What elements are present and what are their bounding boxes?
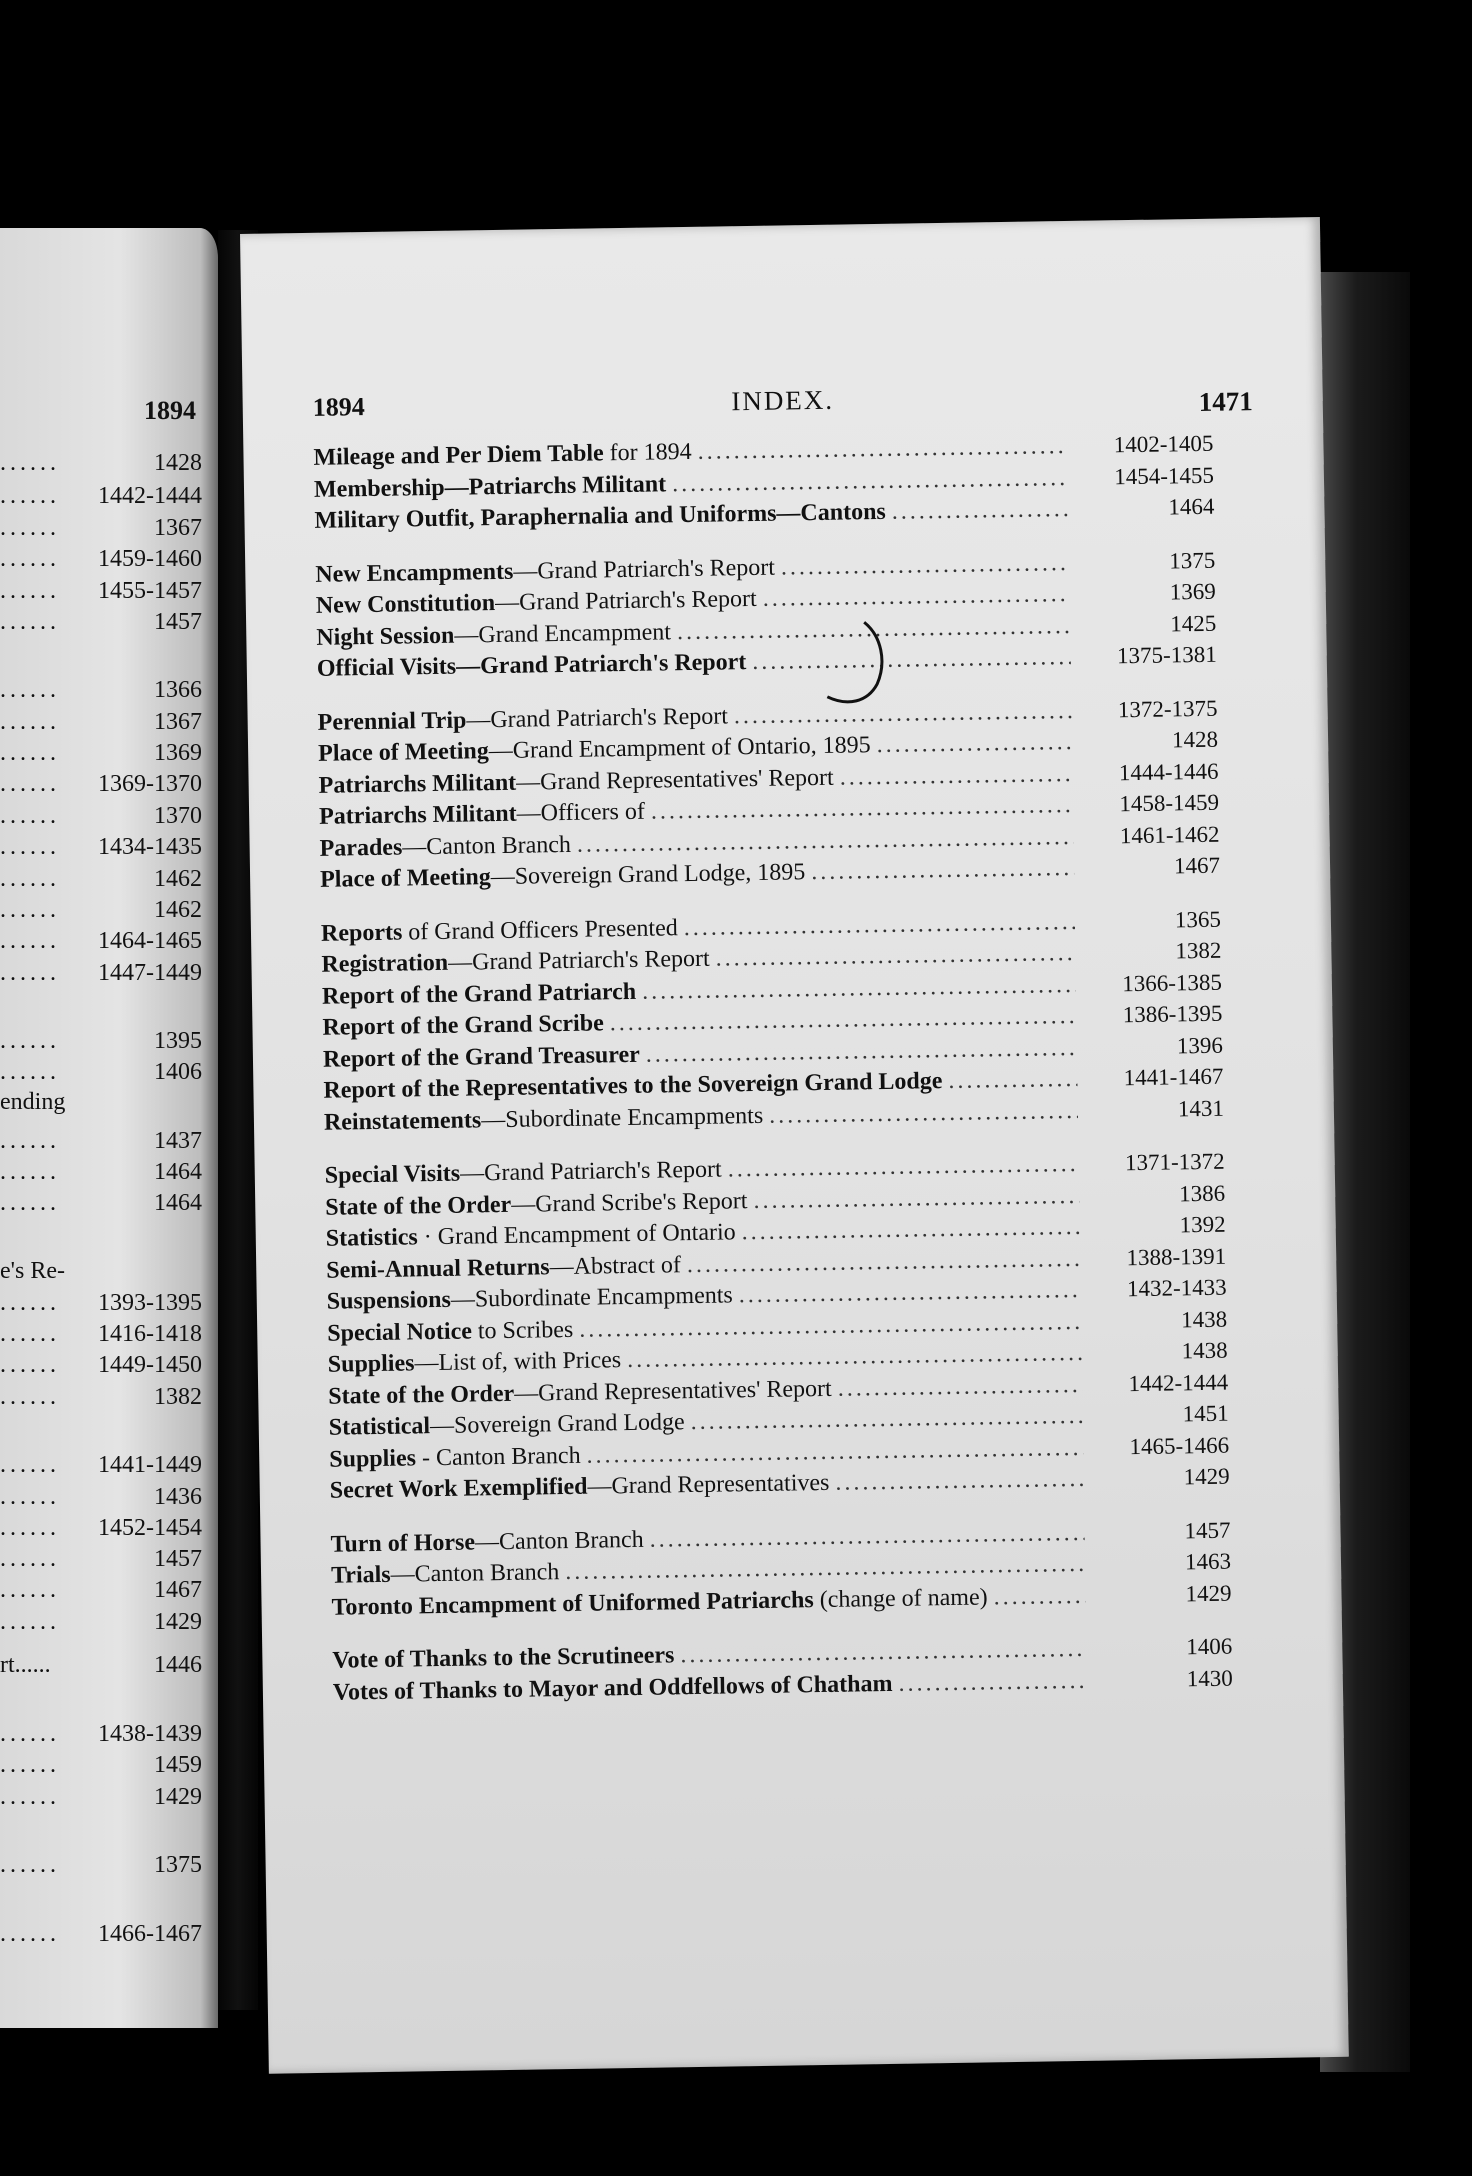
leader-dots xyxy=(892,496,1069,526)
leader-dots: ...... xyxy=(0,578,60,604)
entry-title-rest: —Grand Encampment of Ontario, 1895 xyxy=(488,732,871,765)
leader-dots xyxy=(728,1151,1079,1184)
left-page-line xyxy=(0,1059,212,1091)
left-page-line-number: 1446 xyxy=(154,1652,202,1678)
entry-title xyxy=(329,1409,685,1442)
entry-title-bold: Official Visits—Grand Patriarch's Report xyxy=(316,649,747,682)
entry-title-rest: —Grand Patriarch's Report xyxy=(494,585,757,617)
entry-pages: 1457 xyxy=(1184,1517,1231,1543)
index-entries xyxy=(313,431,1233,1711)
left-page-line xyxy=(0,740,212,772)
left-page-line xyxy=(0,771,212,803)
entry-title-bold: Reports xyxy=(320,919,403,947)
entry-title-bold: Place of Meeting xyxy=(317,738,489,767)
left-page-line-text: e's Re- xyxy=(0,1258,65,1284)
leader-dots xyxy=(753,1182,1079,1214)
entry-title xyxy=(313,439,692,472)
leader-dots: ...... xyxy=(0,1784,60,1810)
entry-title xyxy=(315,554,775,588)
page-number: 1471 xyxy=(1198,386,1253,417)
left-page-line xyxy=(0,483,212,515)
leader-dots xyxy=(715,940,1075,973)
entry-pages: 1425 xyxy=(1170,610,1217,636)
leader-dots: ...... xyxy=(0,1484,60,1510)
left-page-line-number: 1457 xyxy=(154,609,202,635)
leader-dots xyxy=(840,760,1073,791)
entry-title xyxy=(319,799,645,831)
left-page-line xyxy=(0,1128,212,1160)
entry-title-rest: —Sovereign Grand Lodge xyxy=(429,1409,685,1440)
left-page-line-number: 1375 xyxy=(154,1852,202,1878)
left-page-line-number: 1466-1467 xyxy=(98,1921,202,1947)
left-page-line-number: 1434-1435 xyxy=(98,834,202,860)
left-page-line xyxy=(0,609,212,641)
leader-dots: ...... xyxy=(0,1921,60,1947)
entry-title-bold: Trials xyxy=(330,1561,391,1589)
leader-dots xyxy=(993,1582,1085,1610)
leader-dots: ...... xyxy=(0,1159,60,1185)
leader-dots: ...... xyxy=(0,1515,60,1541)
entry-title-rest: —Canton Branch xyxy=(390,1559,560,1588)
leader-dots xyxy=(684,908,1076,941)
entry-title-bold: Turn of Horse xyxy=(330,1528,476,1558)
entry-title xyxy=(322,978,637,1010)
entry-pages: 1429 xyxy=(1183,1463,1230,1490)
left-page-line-number: 1436 xyxy=(154,1484,202,1510)
entry-title-rest: —Abstract of xyxy=(549,1251,682,1280)
entry-title-bold: Registration xyxy=(321,949,449,978)
leader-dots xyxy=(876,729,1072,759)
leader-dots xyxy=(672,465,1068,498)
left-page xyxy=(0,228,218,2028)
leader-dots: ...... xyxy=(0,1128,60,1154)
entry-pages: 1463 xyxy=(1184,1548,1232,1575)
left-page-line-number: 1406 xyxy=(154,1059,202,1085)
left-page-line xyxy=(0,1028,212,1060)
entry-title xyxy=(314,471,667,504)
entry-pages: 1464 xyxy=(1168,493,1215,520)
left-page-line-number: 1462 xyxy=(154,866,202,892)
left-page-year: 1894 xyxy=(144,396,196,425)
entry-title xyxy=(317,703,728,736)
entry-pages: 1366-1385 xyxy=(1122,969,1223,996)
entry-title-bold: Toronto Encampment of Uniformed Patriarchs xyxy=(331,1586,814,1621)
leader-dots xyxy=(948,1066,1077,1095)
left-page-line xyxy=(0,1452,212,1484)
left-page-line xyxy=(0,578,212,610)
entry-title xyxy=(324,1102,764,1136)
page-title: INDEX. xyxy=(731,384,835,417)
entry-title-bold: Place of Meeting xyxy=(319,864,491,893)
entry-title xyxy=(327,1316,573,1347)
entry-title-bold: Parades xyxy=(319,834,403,862)
left-page-line-number: 1462 xyxy=(154,897,202,923)
entry-pages: 1454-1455 xyxy=(1114,462,1215,489)
entry-title-rest: —Grand Patriarch's Report xyxy=(466,702,729,734)
left-page-line-number: 1370 xyxy=(154,803,202,829)
entry-title-bold: Statistical xyxy=(328,1413,431,1441)
entry-pages: 1438 xyxy=(1181,1337,1228,1364)
left-page-line xyxy=(0,1290,212,1322)
entry-title xyxy=(323,1041,640,1073)
entry-title-bold: Perennial Trip xyxy=(317,707,467,736)
entry-pages: 1441-1467 xyxy=(1123,1063,1224,1091)
left-page-line xyxy=(0,1258,212,1290)
left-page-line-number: 1429 xyxy=(154,1784,202,1810)
entry-title xyxy=(316,586,757,620)
entry-title xyxy=(316,619,671,652)
header-year: 1894 xyxy=(312,392,365,422)
index-page xyxy=(240,217,1349,2074)
entry-pages: 1402-1405 xyxy=(1113,430,1214,458)
entry-title xyxy=(319,831,571,862)
entry-pages: 1429 xyxy=(1185,1580,1232,1606)
leader-dots: ...... xyxy=(0,483,60,509)
left-page-line xyxy=(0,1352,212,1384)
entry-pages: 1371-1372 xyxy=(1124,1148,1225,1176)
entry-pages: 1432-1433 xyxy=(1126,1274,1227,1302)
left-page-line xyxy=(0,515,212,547)
leader-dots xyxy=(898,1667,1087,1697)
entry-title-bold: Report of the Representatives to the Sovereign Grand Lodge xyxy=(323,1068,943,1104)
entry-title-bold: Votes of Thanks to Mayor and Oddfellows of Chatham xyxy=(332,1670,893,1706)
entry-title xyxy=(327,1282,733,1315)
left-page-line-number: 1429 xyxy=(154,1609,202,1635)
entry-pages: 1467 xyxy=(1173,852,1221,879)
leader-dots xyxy=(687,1245,1081,1278)
entry-pages: 1392 xyxy=(1179,1211,1226,1238)
entry-title-bold: Report of the Grand Patriarch xyxy=(321,978,637,1010)
leader-dots xyxy=(781,550,1070,582)
left-page-line xyxy=(0,677,212,709)
entry-pages: 1388-1391 xyxy=(1126,1243,1227,1270)
entry-title-rest: —Canton Branch xyxy=(474,1526,644,1555)
leader-dots xyxy=(697,433,1067,466)
left-page-line-number: 1464 xyxy=(154,1159,202,1185)
entry-pages: 1386-1395 xyxy=(1122,1000,1223,1028)
left-page-line-number: 1369-1370 xyxy=(98,771,202,797)
entry-title xyxy=(321,915,678,948)
left-page-line xyxy=(0,1484,212,1516)
page-header xyxy=(313,378,1254,433)
left-page-line xyxy=(0,1577,212,1609)
entry-pages: 1365 xyxy=(1174,906,1222,932)
leader-dots: ...... xyxy=(0,740,60,766)
entry-pages: 1442-1444 xyxy=(1128,1369,1229,1396)
entry-title xyxy=(322,1010,604,1041)
leader-dots: ...... xyxy=(0,1577,60,1603)
pen-mark xyxy=(806,613,918,725)
entry-title-bold: Membership—Patriarchs Militant xyxy=(313,470,667,503)
leader-dots: ...... xyxy=(0,546,60,572)
left-page-line-number: 1464-1465 xyxy=(98,928,202,954)
left-page-line-number: 1367 xyxy=(154,515,202,541)
entry-title-rest: —Subordinate Encampments xyxy=(481,1102,764,1133)
leader-dots xyxy=(651,792,1074,826)
left-page-line-number: 1467 xyxy=(154,1577,202,1603)
leader-dots: ...... xyxy=(0,1290,60,1316)
leader-dots xyxy=(769,1097,1078,1129)
leader-dots xyxy=(835,1466,1084,1497)
leader-dots xyxy=(690,1403,1082,1436)
entry-title-bold: Special Visits xyxy=(324,1160,461,1189)
left-page-line-number: 1393-1395 xyxy=(98,1290,202,1316)
entry-title-bold: Vote of Thanks to the Scrutineers xyxy=(332,1642,675,1674)
left-page-line xyxy=(0,1721,212,1753)
entry-title-bold: Suspensions xyxy=(326,1286,452,1315)
leader-dots: ...... xyxy=(0,1384,60,1410)
entry-title-rest: —Grand Representatives' Report xyxy=(515,764,834,796)
leader-dots: ...... xyxy=(0,1352,60,1378)
leader-dots: ...... xyxy=(0,677,60,703)
left-page-line xyxy=(0,1384,212,1416)
leader-dots: ...... xyxy=(0,1609,60,1635)
entry-title-bold: Special Notice xyxy=(327,1317,473,1347)
left-page-line xyxy=(0,960,212,992)
entry-title-rest: —Grand Patriarch's Report xyxy=(459,1156,722,1187)
left-page-line xyxy=(0,450,212,482)
entry-title-bold: Statistics xyxy=(325,1224,418,1252)
entry-pages: 1375 xyxy=(1169,547,1216,573)
left-page-line xyxy=(0,1921,212,1953)
entry-pages: 1372-1375 xyxy=(1117,695,1218,722)
entry-title-rest: - Canton Branch xyxy=(415,1442,581,1471)
left-page-line-number: 1455-1457 xyxy=(98,578,202,604)
entry-pages: 1428 xyxy=(1171,726,1219,753)
left-page-line xyxy=(0,709,212,741)
entry-title-rest: (change of name) xyxy=(813,1583,988,1613)
left-page-line-number: 1464 xyxy=(154,1190,202,1216)
entry-pages: 1451 xyxy=(1182,1400,1229,1427)
entry-title-rest: —List of, with Prices xyxy=(414,1347,622,1377)
entry-title-rest: —Grand Patriarch's Report xyxy=(513,554,776,585)
entry-title-bold: New Encampments xyxy=(315,558,514,588)
entry-title-bold: Night Session xyxy=(316,622,455,651)
leader-dots xyxy=(680,1636,1086,1669)
leader-dots: ...... xyxy=(0,450,60,476)
entry-title-rest: for 1894 xyxy=(603,438,692,467)
entry-title xyxy=(332,1642,674,1674)
left-page-line xyxy=(0,803,212,835)
entry-title-rest: to Scribes xyxy=(471,1316,574,1344)
leader-dots xyxy=(811,855,1074,886)
leader-dots: ...... xyxy=(0,1452,60,1478)
leader-dots xyxy=(838,1371,1083,1402)
left-page-line-number: 1438-1439 xyxy=(98,1721,202,1747)
left-page-line-number: 1395 xyxy=(154,1028,202,1054)
entry-pages: 1406 xyxy=(1186,1633,1233,1660)
left-page-line xyxy=(0,1546,212,1578)
entry-title-bold: Supplies xyxy=(329,1444,417,1473)
left-page-line-number: 1437 xyxy=(154,1128,202,1154)
left-page-line-number: 1416-1418 xyxy=(98,1321,202,1347)
entry-title-rest: of Grand Officers Presented xyxy=(402,914,678,946)
entry-title xyxy=(325,1157,722,1190)
entry-pages: 1461-1462 xyxy=(1119,821,1220,848)
left-page-line xyxy=(0,1652,212,1684)
left-page-line xyxy=(0,1752,212,1784)
entry-pages: 1369 xyxy=(1169,578,1216,605)
left-page-line-number: 1447-1449 xyxy=(98,960,202,986)
left-page-line xyxy=(0,1852,212,1884)
entry-title-bold: State of the Order xyxy=(328,1380,515,1410)
leader-dots: ...... xyxy=(0,1721,60,1747)
left-page-line xyxy=(0,1190,212,1222)
entry-title-bold: Secret Work Exemplified xyxy=(329,1473,588,1504)
leader-dots xyxy=(741,1214,1079,1246)
leader-dots: ...... xyxy=(0,897,60,923)
entry-title xyxy=(328,1347,622,1379)
entry-pages: 1375-1381 xyxy=(1116,641,1217,669)
leader-dots: ...... xyxy=(0,709,60,735)
entry-title-bold: Semi-Annual Returns xyxy=(326,1253,550,1284)
left-page-line xyxy=(0,1321,212,1353)
left-page-line-number: 1452-1454 xyxy=(98,1515,202,1541)
left-page-line-text: ending xyxy=(0,1089,66,1115)
leader-dots xyxy=(642,971,1076,1005)
entry-pages: 1444-1446 xyxy=(1118,758,1219,785)
left-page-line xyxy=(0,866,212,898)
entry-title xyxy=(321,946,710,979)
leader-dots xyxy=(763,581,1070,613)
entry-title-rest: —Officers of xyxy=(516,798,646,827)
entry-title-bold: Patriarchs Militant xyxy=(318,800,517,830)
entry-title-bold: Supplies xyxy=(327,1350,415,1378)
left-page-line-number: 1382 xyxy=(154,1384,202,1410)
left-page-line-number: 1367 xyxy=(154,709,202,735)
left-page-line xyxy=(0,1089,212,1121)
left-page-line-number: 1442-1444 xyxy=(98,483,202,509)
entry-title xyxy=(326,1219,736,1252)
leader-dots xyxy=(649,1519,1084,1553)
entry-title-bold: Mileage and Per Diem Table xyxy=(313,440,604,471)
entry-pages: 1458-1459 xyxy=(1119,789,1220,817)
leader-dots: ...... xyxy=(0,1028,60,1054)
left-page-line xyxy=(0,897,212,929)
leader-dots xyxy=(646,1034,1078,1068)
left-page-line-number: 1369 xyxy=(154,740,202,766)
entry-title-rest: —Grand Representatives xyxy=(587,1469,830,1500)
entry-title-bold: Report of the Grand Treasurer xyxy=(322,1041,640,1073)
left-page-line xyxy=(0,1609,212,1641)
left-page-line-text: rt...... xyxy=(0,1652,51,1678)
entry-title xyxy=(326,1252,681,1285)
entry-pages: 1382 xyxy=(1175,937,1222,964)
entry-pages: 1431 xyxy=(1177,1095,1225,1121)
leader-dots: ...... xyxy=(0,834,60,860)
leader-dots: ...... xyxy=(0,1321,60,1347)
leader-dots xyxy=(627,1340,1082,1374)
left-page-line xyxy=(0,1159,212,1191)
entry-pages: 1386 xyxy=(1178,1180,1226,1206)
leader-dots: ...... xyxy=(0,515,60,541)
leader-dots: ...... xyxy=(0,609,60,635)
leader-dots xyxy=(739,1277,1081,1309)
entry-title-rest: —Grand Encampment xyxy=(454,618,672,649)
entry-title-rest: —Sovereign Grand Lodge, 1895 xyxy=(490,859,806,891)
leader-dots: ...... xyxy=(0,960,60,986)
entry-pages: 1438 xyxy=(1180,1306,1228,1332)
entry-title xyxy=(330,1526,643,1558)
entry-title-bold: Report of the Grand Scribe xyxy=(322,1010,604,1041)
entry-title-rest: —Subordinate Encampments xyxy=(450,1282,733,1313)
left-page-line-number: 1441-1449 xyxy=(98,1452,202,1478)
left-page-line xyxy=(0,1784,212,1816)
entry-pages: 1465-1466 xyxy=(1129,1432,1230,1459)
leader-dots: ...... xyxy=(0,1752,60,1778)
leader-dots: ...... xyxy=(0,771,60,797)
left-page-line-number: 1449-1450 xyxy=(98,1352,202,1378)
entry-title xyxy=(317,649,747,683)
left-page-line-number: 1459 xyxy=(154,1752,202,1778)
leader-dots: ...... xyxy=(0,1190,60,1216)
leader-dots: ...... xyxy=(0,1852,60,1878)
left-page-line-number: 1459-1460 xyxy=(98,546,202,572)
entry-title-rest: —Grand Patriarch's Report xyxy=(447,945,710,976)
entry-title xyxy=(329,1442,581,1473)
entry-pages: 1430 xyxy=(1186,1665,1233,1691)
entry-title-bold: New Constitution xyxy=(315,590,496,619)
leader-dots: ...... xyxy=(0,803,60,829)
left-page-line xyxy=(0,834,212,866)
entry-title xyxy=(331,1559,560,1590)
entry-title-rest: —Grand Scribe's Report xyxy=(511,1187,748,1218)
entry-title xyxy=(325,1188,748,1222)
left-page-line-number: 1428 xyxy=(154,450,202,476)
leader-dots: ...... xyxy=(0,1059,60,1085)
leader-dots: ...... xyxy=(0,866,60,892)
entry-title-bold: Patriarchs Militant xyxy=(318,769,517,799)
entry-title-rest: · Grand Encampment of Ontario xyxy=(417,1219,736,1251)
left-page-line xyxy=(0,546,212,578)
left-page-line xyxy=(0,1515,212,1547)
entry-title-rest: —Grand Representatives' Report xyxy=(513,1375,832,1407)
left-page-line-number: 1366 xyxy=(154,677,202,703)
leader-dots: ...... xyxy=(0,928,60,954)
left-page-line-number: 1457 xyxy=(154,1546,202,1572)
leader-dots: ...... xyxy=(0,1546,60,1572)
entry-title-bold: State of the Order xyxy=(325,1191,512,1221)
entry-pages: 1396 xyxy=(1176,1032,1224,1058)
entry-title-rest: —Canton Branch xyxy=(402,831,572,861)
left-page-line xyxy=(0,928,212,960)
entry-title-bold: Military Outfit, Paraphernalia and Uniforms—Cantons xyxy=(314,498,886,534)
entry-title-bold: Reinstatements xyxy=(323,1106,482,1136)
